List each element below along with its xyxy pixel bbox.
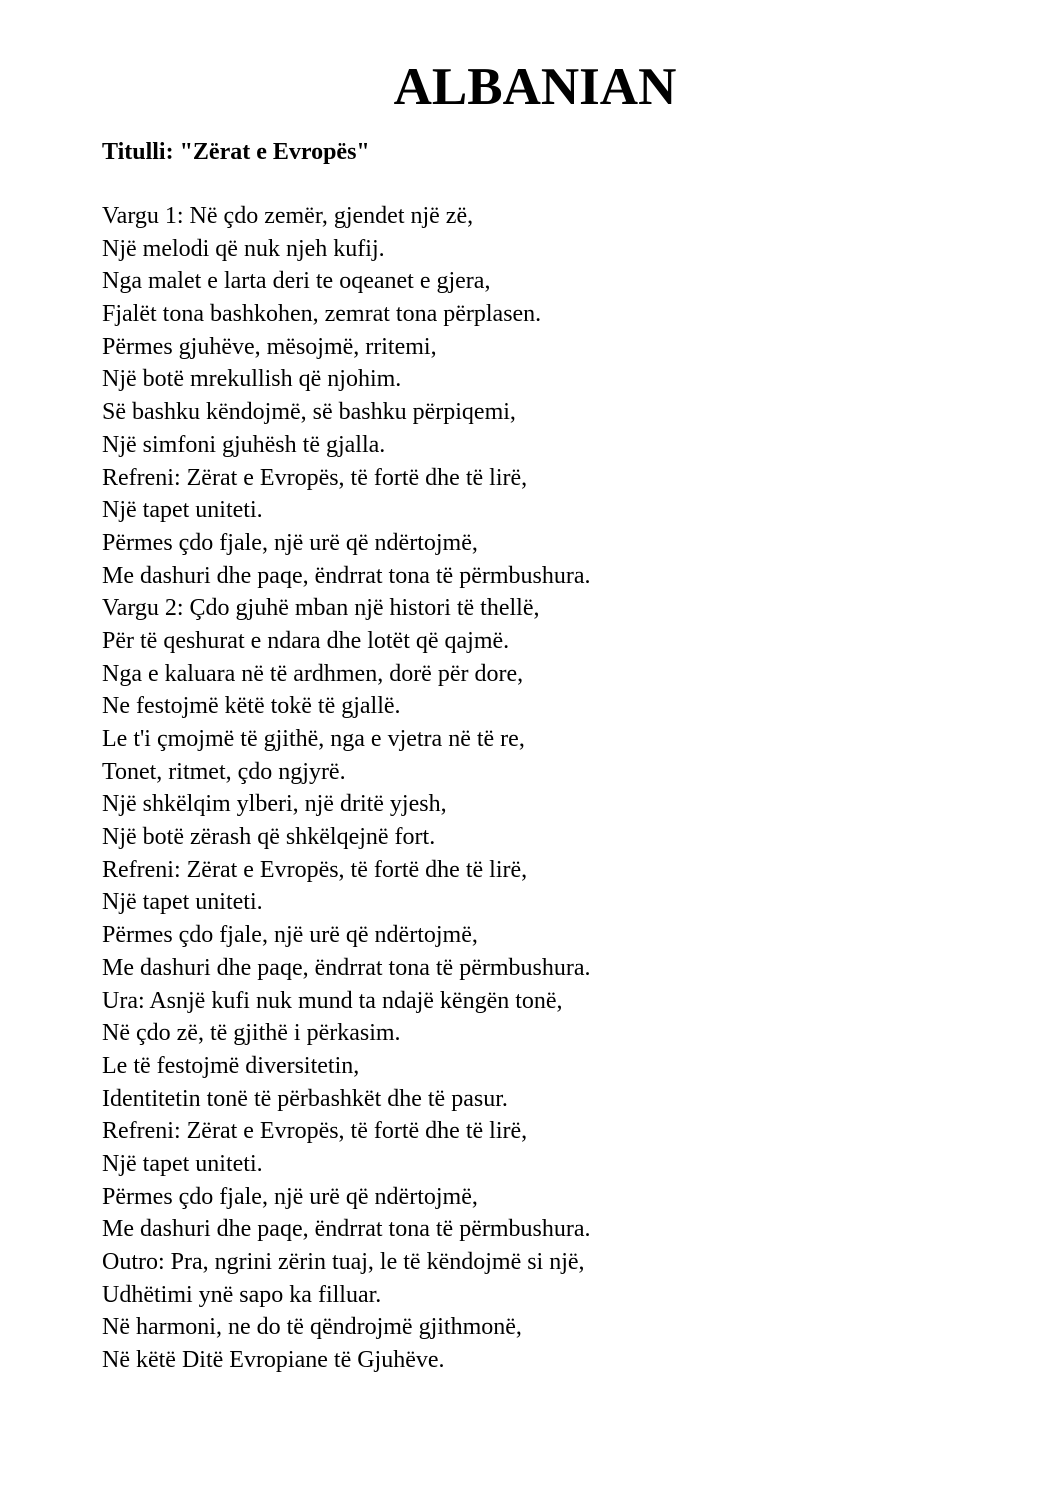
lyric-line: Ne festojmë këtë tokë të gjallë. (102, 693, 401, 720)
lyric-line: Një botë mrekullish që njohim. (102, 366, 402, 393)
lyric-line: Përmes gjuhëve, mësojmë, rritemi, (102, 333, 437, 360)
lyric-line: Një tapet uniteti. (102, 1150, 263, 1177)
lyric-line: Një simfoni gjuhësh të gjalla. (102, 431, 386, 458)
lyric-line: Në çdo zë, të gjithë i përkasim. (102, 1020, 401, 1047)
lyric-line: Identitetin tonë të përbashkët dhe të pasur. (102, 1085, 508, 1112)
lyric-line: Vargu 2: Çdo gjuhë mban një histori të thellë, (102, 595, 540, 622)
lyric-line: Një tapet uniteti. (102, 889, 263, 916)
lyric-line: Refreni: Zërat e Evropës, të fortë dhe të lirë, (102, 1118, 528, 1145)
lyric-line: Refreni: Zërat e Evropës, të fortë dhe të lirë, (102, 464, 528, 491)
lyric-line: Një melodi që nuk njeh kufij. (102, 235, 385, 262)
lyric-line: Vargu 1: Në çdo zemër, gjendet një zë, (102, 203, 474, 229)
lyrics-list (102, 200, 591, 1377)
lyric-line: Me dashuri dhe paqe, ëndrrat tona të përmbushura. (102, 1216, 591, 1243)
lyric-line: Udhëtimi ynë sapo ka filluar. (102, 1281, 382, 1308)
song-title: Titulli: "Zërat e Evropës" (102, 139, 370, 165)
lyric-line: Fjalët tona bashkohen, zemrat tona përplasen. (102, 301, 542, 328)
lyric-line: Në këtë Ditë Evropiane të Gjuhëve. (102, 1347, 445, 1374)
lyric-line: Nga malet e larta deri te oqeanet e gjera, (102, 268, 491, 295)
lyric-line: Për të qeshurat e ndara dhe lotët që qajmë. (102, 627, 510, 654)
lyric-line: Së bashku këndojmë, së bashku përpiqemi, (102, 399, 516, 426)
lyric-line: Në harmoni, ne do të qëndrojmë gjithmonë, (102, 1314, 522, 1341)
lyric-line: Një tapet uniteti. (102, 497, 263, 524)
lyric-line: Outro: Pra, ngrini zërin tuaj, le të këndojmë si një, (102, 1249, 585, 1275)
lyric-line: Me dashuri dhe paqe, ëndrrat tona të përmbushura. (102, 562, 591, 589)
lyric-line: Përmes çdo fjale, një urë që ndërtojmë, (102, 529, 478, 556)
lyric-line: Përmes çdo fjale, një urë që ndërtojmë, (102, 1183, 478, 1210)
lyric-line: Nga e kaluara në të ardhmen, dorë për dore, (102, 660, 524, 687)
lyric-line: Refreni: Zërat e Evropës, të fortë dhe të lirë, (102, 856, 528, 883)
page-title: ALBANIAN (393, 58, 677, 116)
lyric-line: Le të festojmë diversitetin, (102, 1052, 360, 1079)
lyric-line: Një shkëlqim ylberi, një dritë yjesh, (102, 791, 447, 818)
lyric-line: Le t'i çmojmë të gjithë, nga e vjetra në të re, (102, 726, 525, 752)
lyric-line: Me dashuri dhe paqe, ëndrrat tona të përmbushura. (102, 954, 591, 981)
lyric-line: Përmes çdo fjale, një urë që ndërtojmë, (102, 922, 478, 949)
lyric-line: Ura: Asnjë kufi nuk mund ta ndajë këngën tonë, (102, 987, 563, 1014)
lyric-line: Tonet, ritmet, çdo ngjyrë. (102, 758, 346, 785)
lyric-line: Një botë zërash që shkëlqejnë fort. (102, 824, 436, 851)
